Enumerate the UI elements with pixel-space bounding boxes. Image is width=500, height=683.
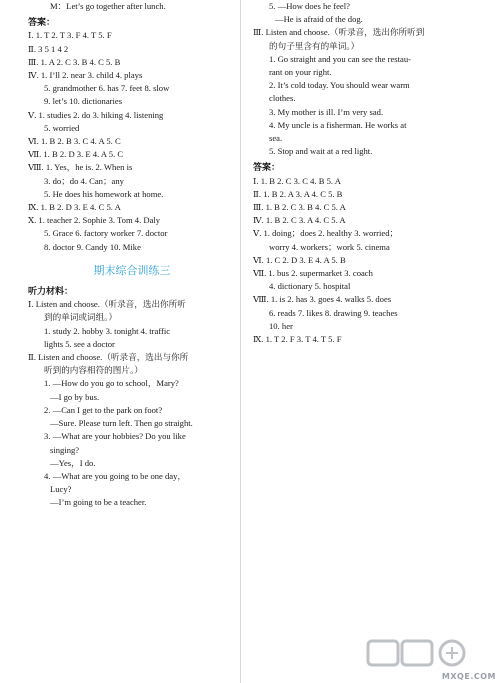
text-line: 5. grandmother 6. has 7. feet 8. slow bbox=[44, 83, 170, 94]
text-line: —Yes，I do. bbox=[50, 457, 96, 468]
text-line: Ⅷ. 1. is 2. has 3. goes 4. walks 5. does bbox=[253, 294, 392, 305]
text-line: 10. her bbox=[269, 320, 293, 331]
text-line: 1. study 2. hobby 3. tonight 4. traffic bbox=[44, 325, 171, 336]
text-line: 3. My mother is ill. I’m very sad. bbox=[269, 106, 384, 117]
text-line: Ⅸ. 1. B 2. D 3. E 4. C 5. A bbox=[28, 202, 121, 213]
text-line: 5. —How does he feel? bbox=[269, 1, 350, 11]
text-line: Ⅰ. 1. T 2. T 3. F 4. T 5. F bbox=[28, 30, 112, 41]
text-line: Ⅶ. 1. bus 2. supermarket 3. coach bbox=[253, 268, 373, 279]
text-line: Ⅱ. 1. B 2. A 3. A 4. C 5. B bbox=[253, 188, 343, 199]
left-column bbox=[28, 0, 236, 510]
text-line: 6. reads 7. likes 8. drawing 9. teaches bbox=[269, 307, 398, 318]
text-line: Ⅶ. 1. B 2. D 3. E 4. A 5. C bbox=[28, 149, 124, 160]
text-line: worry 4. workers；work 5. cinema bbox=[269, 241, 390, 252]
text-line: Ⅳ. 1. I’ll 2. near 3. child 4. plays bbox=[28, 70, 143, 81]
text-line: 2. It’s cold today. You should wear warm bbox=[269, 80, 410, 91]
answer-heading: 答案： bbox=[253, 162, 281, 173]
text-line: Ⅸ. 1. T 2. F 3. T 4. T 5. F bbox=[253, 334, 342, 345]
text-line: 2. —Can I get to the park on foot? bbox=[44, 404, 163, 415]
text-line: Ⅲ. 1. A 2. C 3. B 4. C 5. B bbox=[28, 56, 121, 67]
text-line: clothes. bbox=[269, 93, 296, 104]
answer-heading: 答案： bbox=[28, 17, 56, 28]
text-line: 3. do；do 4. Can；any bbox=[44, 175, 124, 186]
text-line: 4. dictionary 5. hospital bbox=[269, 281, 351, 292]
text-line: 5. Grace 6. factory worker 7. doctor bbox=[44, 228, 168, 239]
text-line: 8. doctor 9. Candy 10. Mike bbox=[44, 241, 141, 252]
text-line: —He is afraid of the dog. bbox=[275, 14, 363, 25]
answer-heading: 听力材料： bbox=[28, 286, 74, 297]
text-line: 5. Stop and wait at a red light. bbox=[269, 146, 373, 157]
text-line: Ⅵ. 1. B 2. B 3. C 4. A 5. C bbox=[28, 136, 121, 147]
text-line: 5. He does his homework at home. bbox=[44, 188, 164, 199]
text-line: —I’m going to be a teacher. bbox=[50, 497, 147, 508]
text-line: Ⅲ. Listen and choose.（听录音，选出你所听到 bbox=[253, 27, 425, 38]
text-line: M：Let’s go together after lunch. bbox=[50, 1, 166, 11]
text-line: Ⅴ. 1. doing；does 2. healthy 3. worried； bbox=[253, 228, 399, 239]
text-line: 5. worried bbox=[44, 122, 80, 133]
text-line: Ⅴ. 1. studies 2. do 3. hiking 4. listening bbox=[28, 109, 164, 120]
text-line: rant on your right. bbox=[269, 67, 332, 78]
text-line: Ⅲ. 1. B 2. C 3. B 4. C 5. A bbox=[253, 202, 346, 213]
text-line: Ⅱ. Listen and choose.（听录音，选出与你所 bbox=[28, 352, 189, 363]
right-column bbox=[253, 0, 481, 346]
text-line: Ⅹ. 1. teacher 2. Sophie 3. Tom 4. Daly bbox=[28, 215, 161, 226]
left-answer-lines bbox=[28, 0, 236, 254]
text-line: 4. My uncle is a fisherman. He works at bbox=[269, 119, 407, 130]
text-line: Ⅵ. 1. C 2. D 3. E 4. A 5. B bbox=[253, 254, 346, 265]
text-line: 到的单词或词组。） bbox=[44, 312, 118, 323]
text-line: 9. let’s 10. dictionaries bbox=[44, 96, 123, 107]
text-line: Lucy? bbox=[50, 484, 72, 495]
text-line: Ⅰ. Listen and choose.（听录音，选出你所听 bbox=[28, 299, 186, 310]
text-line: lights 5. see a doctor bbox=[44, 338, 115, 349]
text-line: 3. —What are your hobbies? Do you like bbox=[44, 431, 186, 442]
watermark-text: MXQE.COM bbox=[441, 672, 496, 681]
text-line: 4. —What are you going to be one day， bbox=[44, 470, 186, 481]
left-listening-lines bbox=[28, 285, 236, 509]
column-divider bbox=[240, 0, 241, 683]
right-lines bbox=[253, 0, 481, 346]
text-line: Ⅳ. 1. B 2. C 3. A 4. C 5. A bbox=[253, 215, 346, 226]
text-line: 1. —How do you go to school，Mary? bbox=[44, 378, 179, 389]
text-line: sea. bbox=[269, 133, 283, 144]
text-line: 的句子里含有的单词。） bbox=[269, 40, 360, 51]
text-line: singing? bbox=[50, 444, 80, 455]
text-line: Ⅷ. 1. Yes，he is. 2. When is bbox=[28, 162, 133, 173]
text-line: 听到的内容相符的图片。） bbox=[44, 365, 143, 376]
text-line: —Sure. Please turn left. Then go straight. bbox=[50, 418, 193, 429]
section-title: 期末综合训练三 bbox=[93, 263, 171, 277]
text-line: 1. Go straight and you can see the restau- bbox=[269, 53, 411, 64]
text-line: Ⅱ. 3 5 1 4 2 bbox=[28, 43, 69, 54]
text-line: Ⅰ. 1. B 2. C 3. C 4. B 5. A bbox=[253, 175, 341, 186]
text-line: —I go by bus. bbox=[50, 391, 100, 402]
